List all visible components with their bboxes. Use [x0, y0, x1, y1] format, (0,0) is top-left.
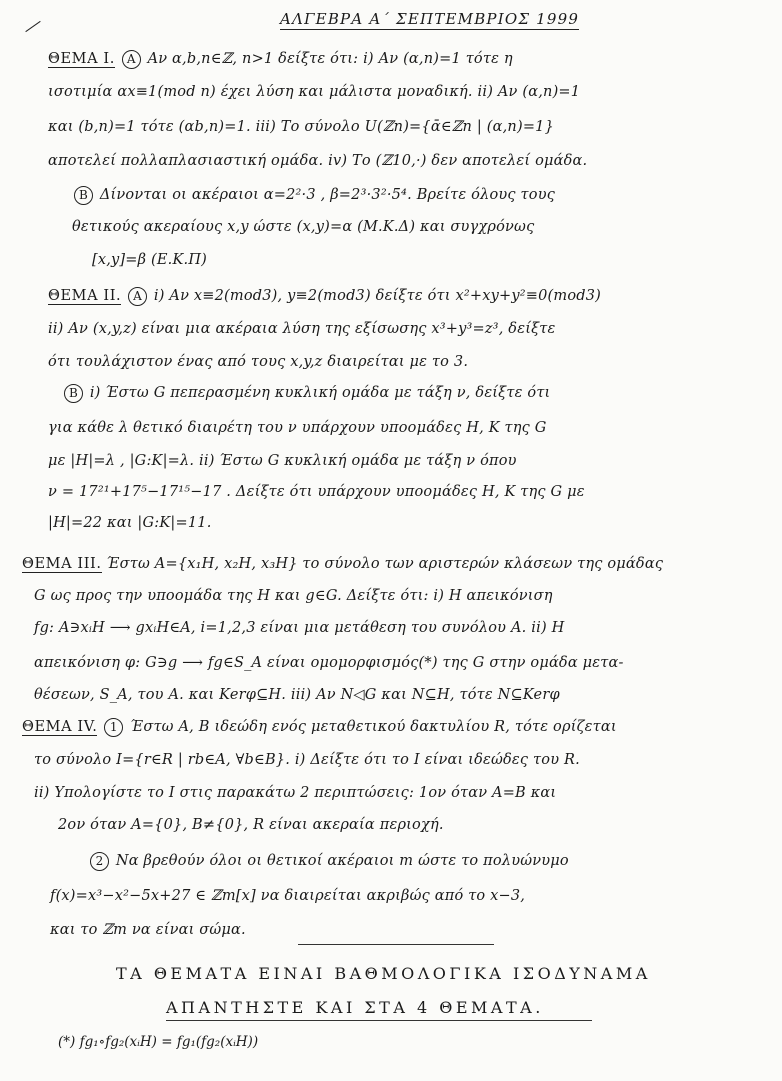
- theme2-heading: ΘΕΜΑ ΙΙ.: [48, 288, 122, 304]
- theme4-part2-marker: 2: [90, 852, 109, 871]
- theme3-text-2: fg: A∋xᵢH ⟶ gxᵢH∈A, i=1,2,3 είναι μια μετάθεση του συνόλου A. ii) Η: [34, 620, 565, 636]
- theme2-partB-text-2: με |H|=λ , |G:K|=λ. ii) Έστω G κυκλική ομάδα με τάξη ν όπου: [48, 453, 517, 469]
- theme4-part2-text-0: Να βρεθούν όλοι οι θετικοί ακέραιοι m ώστε το πολυώνυμο: [115, 853, 569, 869]
- theme4-part2-text-2: και το ℤm να είναι σώμα.: [50, 922, 246, 938]
- theme4-part1-marker: 1: [104, 718, 123, 737]
- theme2-text-1: ii) Αν (x,y,z) είναι μια ακέραια λύση της εξίσωσης x³+y³=z³, δείξτε: [48, 321, 556, 337]
- theme3-text-0: Έστω A={x₁H, x₂H, x₃H} το σύνολο των αριστερών κλάσεων της ομάδας: [106, 556, 664, 572]
- theme3-line-1: [22, 556, 663, 572]
- theme4-part2-text-1: f(x)=x³−x²−5x+27 ∈ ℤm[x] να διαιρείται ακριβώς από το x−3,: [50, 888, 526, 904]
- theme2-text-0: i) Αν x≡2(mod3), y≡2(mod3) δείξτε ότι x²+xy+y²≡0(mod3): [153, 288, 602, 304]
- theme4-heading: ΘΕΜΑ ΙV.: [22, 719, 98, 735]
- page-title: ΑΛΓΕΒΡΑ Α΄ ΣΕΠΤΕΜΒΡΙΟΣ 1999: [280, 10, 580, 28]
- theme1-heading: ΘΕΜΑ Ι.: [48, 51, 115, 67]
- theme1-partA-marker: Α: [122, 50, 141, 69]
- footer-line-1: ΤΑ ΘΕΜΑΤΑ ΕΙΝΑΙ ΒΑΘΜΟΛΟΓΙΚΑ ΙΣΟΔΥΝΑΜΑ: [116, 964, 651, 983]
- theme1-text-1: ισοτιμία αx≡1(mod n) έχει λύση και μάλιστα μοναδική. ii) Αν (α,n)=1: [48, 84, 581, 100]
- theme1-text-3: αποτελεί πολλαπλασιαστική ομάδα. iv) Το (ℤ10,·) δεν αποτελεί ομάδα.: [48, 153, 588, 169]
- theme1-partB-text-0: Δίνονται οι ακέραιοι α=2²·3 , β=2³·3²·5⁴. Βρείτε όλους τους: [99, 187, 556, 203]
- theme3-text-1: G ως προς την υποομάδα της H και g∈G. Δείξτε ότι: i) Η απεικόνιση: [34, 588, 553, 604]
- theme2-partB-text-1: για κάθε λ θετικό διαιρέτη του ν υπάρχουν υποομάδες H, K της G: [48, 420, 547, 436]
- theme1-partB-text-1: θετικούς ακεραίους x,y ώστε (x,y)=α (Μ.Κ.Δ) και συγχρόνως: [72, 219, 535, 235]
- theme2-partB-marker: Β: [64, 384, 83, 403]
- footer-underline: [166, 1020, 592, 1021]
- theme1-partB-text-2: [x,y]=β (Ε.Κ.Π): [92, 252, 208, 268]
- theme3-heading: ΘΕΜΑ ΙΙΙ.: [22, 556, 102, 572]
- theme2-partB-text-3: ν = 17²¹+17⁵−17¹⁵−17 . Δείξτε ότι υπάρχουν υποομάδες H, K της G με: [48, 484, 585, 500]
- footnote: (*) fg₁∘fg₂(xᵢH) = fg₁(fg₂(xᵢH)): [58, 1034, 259, 1050]
- theme2-text-2: ότι τουλάχιστον ένας από τους x,y,z διαιρείται με το 3.: [48, 354, 469, 370]
- theme3-text-3: απεικόνιση φ: G∋g ⟶ fg∈S_A είναι ομομορφισμός(*) της G στην ομάδα μετα-: [34, 655, 624, 671]
- theme1-line-1: [48, 50, 513, 69]
- section-divider: [298, 944, 494, 945]
- footer-line-2: ΑΠΑΝΤΗΣΤΕ ΚΑΙ ΣΤΑ 4 ΘΕΜΑΤΑ.: [166, 998, 544, 1017]
- corner-mark: [25, 21, 40, 32]
- theme1-text-0: Αν α,b,n∈ℤ, n>1 δείξτε ότι: i) Αν (α,n)=1 τότε η: [147, 51, 513, 67]
- theme4-part2-line-1: [88, 852, 569, 871]
- theme2-partB-text-4: |H|=22 και |G:K|=11.: [48, 515, 212, 531]
- theme2-partB-line-1: [62, 384, 550, 403]
- theme4-text-2: ii) Υπολογίστε το I στις παρακάτω 2 περιπτώσεις: 1ον όταν A=B και: [34, 785, 557, 801]
- theme2-line-1: [48, 287, 601, 306]
- theme4-line-1: [22, 718, 617, 737]
- theme4-text-1: το σύνολο I={r∈R | rb∈A, ∀b∈B}. i) Δείξτε ότι το I είναι ιδεώδες του R.: [34, 752, 580, 768]
- theme4-text-0: Έστω A, B ιδεώδη ενός μεταθετικού δακτυλίου R, τότε ορίζεται: [130, 719, 617, 735]
- theme1-partB-line-1: [72, 186, 555, 205]
- theme4-text-3: 2ον όταν A={0}, B≠{0}, R είναι ακεραία περιοχή.: [58, 817, 444, 833]
- theme2-partB-text-0: i) Έστω G πεπερασμένη κυκλική ομάδα με τάξη ν, δείξτε ότι: [89, 385, 551, 401]
- theme3-text-4: θέσεων, S_A, του A. και Kerφ⊆H. iii) Αν N◁G και N⊆H, τότε N⊆Kerφ: [34, 687, 560, 703]
- theme2-partA-marker: Α: [128, 287, 147, 306]
- theme1-partB-marker: Β: [74, 186, 93, 205]
- theme1-text-2: και (b,n)=1 τότε (αb,n)=1. iii) Το σύνολο U(ℤn)={ᾱ∈ℤn | (α,n)=1}: [48, 119, 555, 135]
